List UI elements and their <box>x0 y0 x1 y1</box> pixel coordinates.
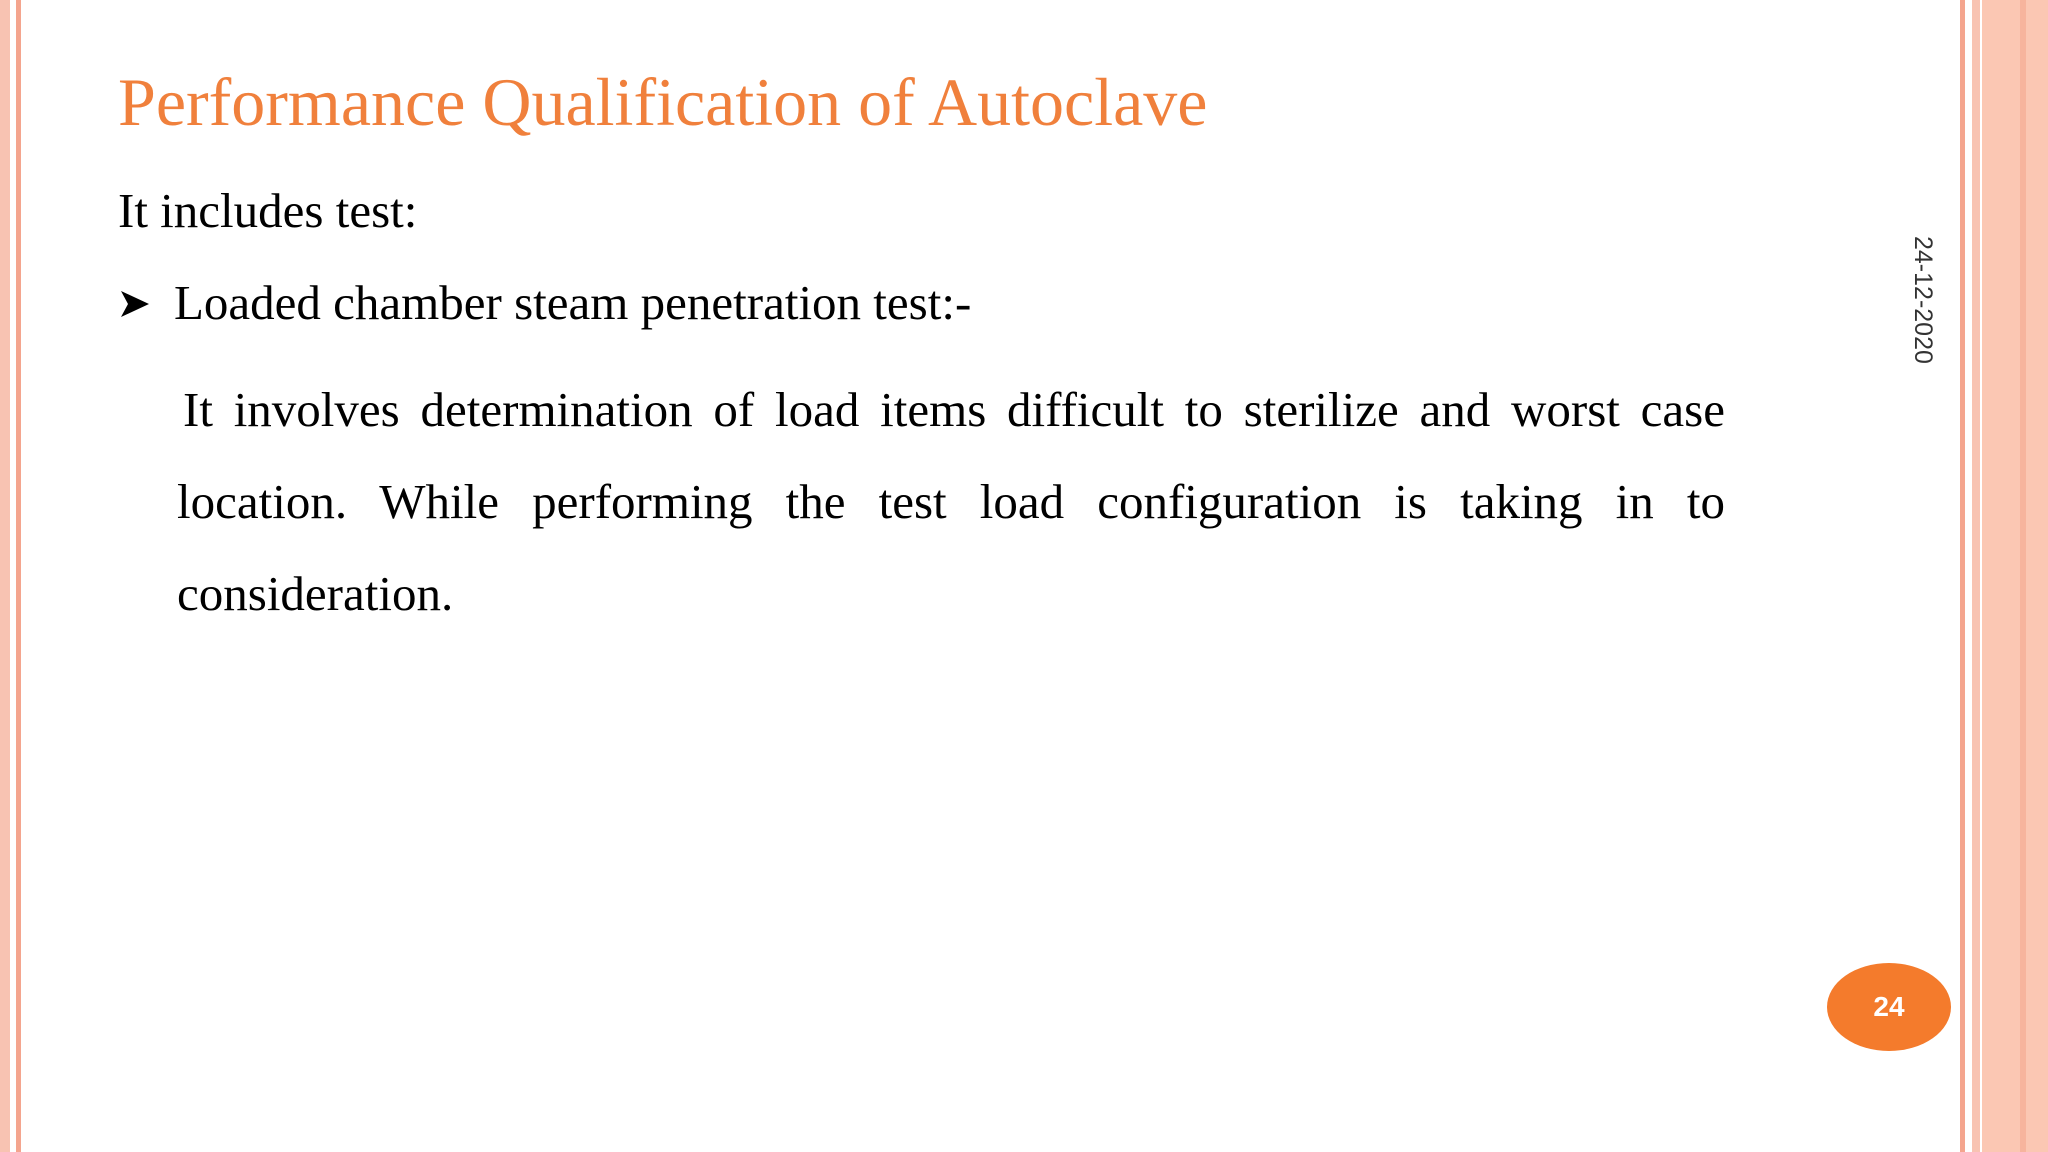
right-border-band <box>1982 0 2048 1152</box>
slide-title: Performance Qualification of Autoclave <box>118 64 1208 140</box>
right-border-line <box>1960 0 1965 1152</box>
right-border-stripe <box>1972 0 1980 1152</box>
page-number: 24 <box>1873 991 1905 1022</box>
body-paragraph: It involves determination of load items difficult to sterilize and worst case location. While performing the test load configuration is taking in to consideration. <box>177 382 1725 621</box>
slide-date: 24-12-2020 <box>1909 236 1937 364</box>
bullet-label: Loaded chamber steam penetration test:- <box>174 275 972 330</box>
left-border-decoration <box>0 0 10 1152</box>
right-border-inner-line <box>2020 0 2026 1152</box>
intro-text: It includes test: <box>118 183 418 238</box>
left-border-line <box>16 0 21 1152</box>
page-number-badge <box>1827 963 1951 1051</box>
arrow-bullet-icon <box>118 274 158 333</box>
bullet-item <box>118 274 971 333</box>
